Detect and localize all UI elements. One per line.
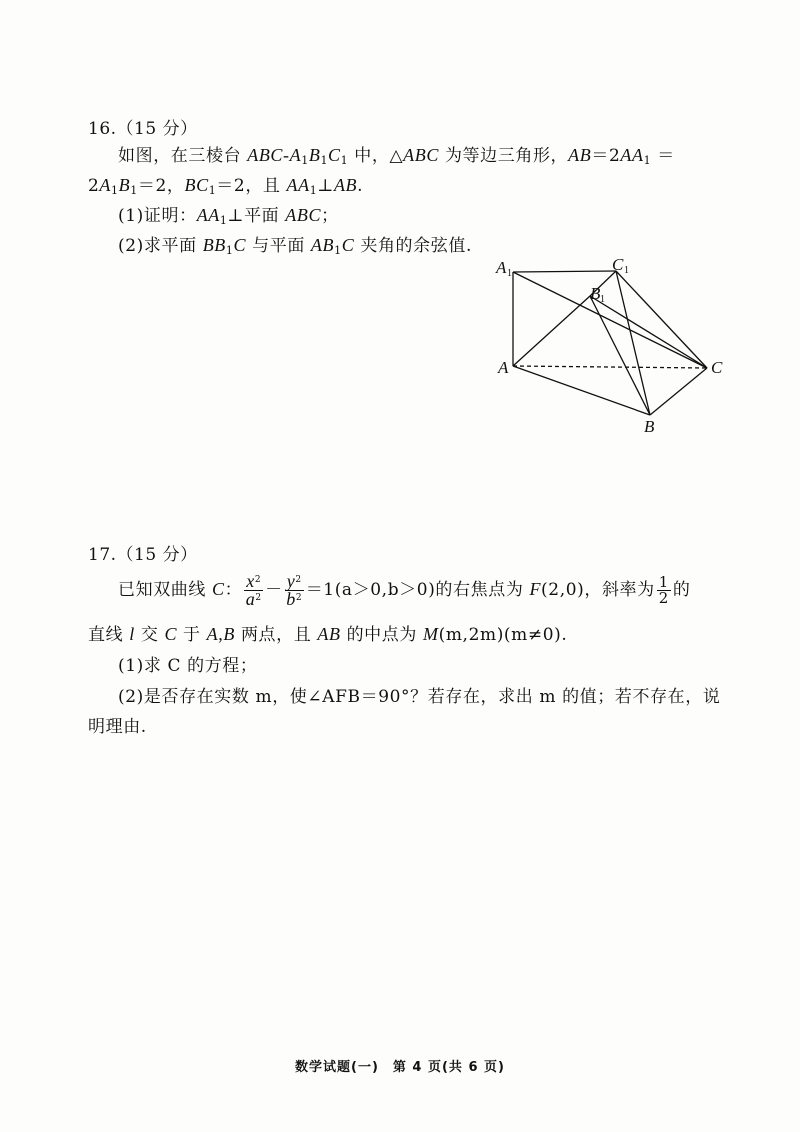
edge-c1-b	[616, 271, 650, 415]
edge-b-c	[650, 368, 707, 415]
fraction-x2-a2: $\frac{x^2}{a^2}$	[245, 571, 262, 609]
q17-header	[88, 540, 198, 565]
label-c1: C	[612, 255, 624, 274]
q17-number: 17.	[88, 545, 117, 565]
svg-text:1: 1	[600, 294, 605, 305]
edge-c1-c	[616, 271, 707, 368]
label-a1: A	[496, 258, 507, 277]
edge-a-b1	[513, 296, 590, 366]
edge-a1-c1	[513, 271, 616, 272]
edge-a-c-hidden	[513, 366, 707, 368]
label-c: C	[711, 358, 723, 377]
edge-a1-c	[513, 272, 707, 368]
q16-number: 16.	[88, 119, 117, 139]
q16-points: （15 分）	[116, 119, 198, 139]
q17-line1: 已知双曲线 C： $\frac{x^2}{a^2}$ － $\frac{y^2}{b^2}$ ＝1(a＞0,b＞0)的右焦点为 F(2,0)，斜率为 $\frac{1}{2}$ 的	[118, 571, 691, 609]
q16-part1: (1)证明：$AA_1\perp$平面 ABC；	[118, 205, 339, 227]
label-b1: B	[590, 284, 601, 303]
label-b: B	[644, 417, 655, 435]
q16-header	[88, 114, 198, 139]
fraction-y2-b2: $\frac{y^2}{b^2}$	[286, 571, 303, 609]
q17-line2: 直线 l 交 C 于 A,B 两点，且 AB 的中点为 M(m,2m)(m≠0).	[88, 624, 568, 645]
fraction-one-half: $\frac{1}{2}$	[658, 573, 669, 607]
svg-text:1: 1	[507, 268, 512, 279]
q17-part2-a: (2)是否存在实数 m，使∠AFB＝90°？若存在，求出 m 的值；若不存在，说	[118, 687, 721, 707]
q16-part2: (2)求平面 $BB_1C$ 与平面 $AB_1C$ 夹角的余弦值.	[118, 235, 472, 257]
q17-points: （15 分）	[116, 545, 198, 565]
frustum-figure	[490, 255, 740, 435]
q16-line2: $2A_1B_1=2$，$BC_1=2$，且 $AA_1\perp AB$.	[88, 175, 364, 197]
q16-line1: 如图，在三棱台 ABC-$A_1B_1C_1$ 中，△ABC 为等边三角形，$AB=2AA_1$ ＝	[118, 145, 675, 167]
q17-part1: (1)求 C 的方程；	[118, 656, 258, 676]
q17-part2-b: 明理由.	[88, 717, 147, 737]
svg-text:1: 1	[624, 265, 629, 276]
page-footer: 数学试题(一) 第 4 页(共 6 页)	[295, 1060, 505, 1075]
label-a: A	[498, 358, 509, 377]
